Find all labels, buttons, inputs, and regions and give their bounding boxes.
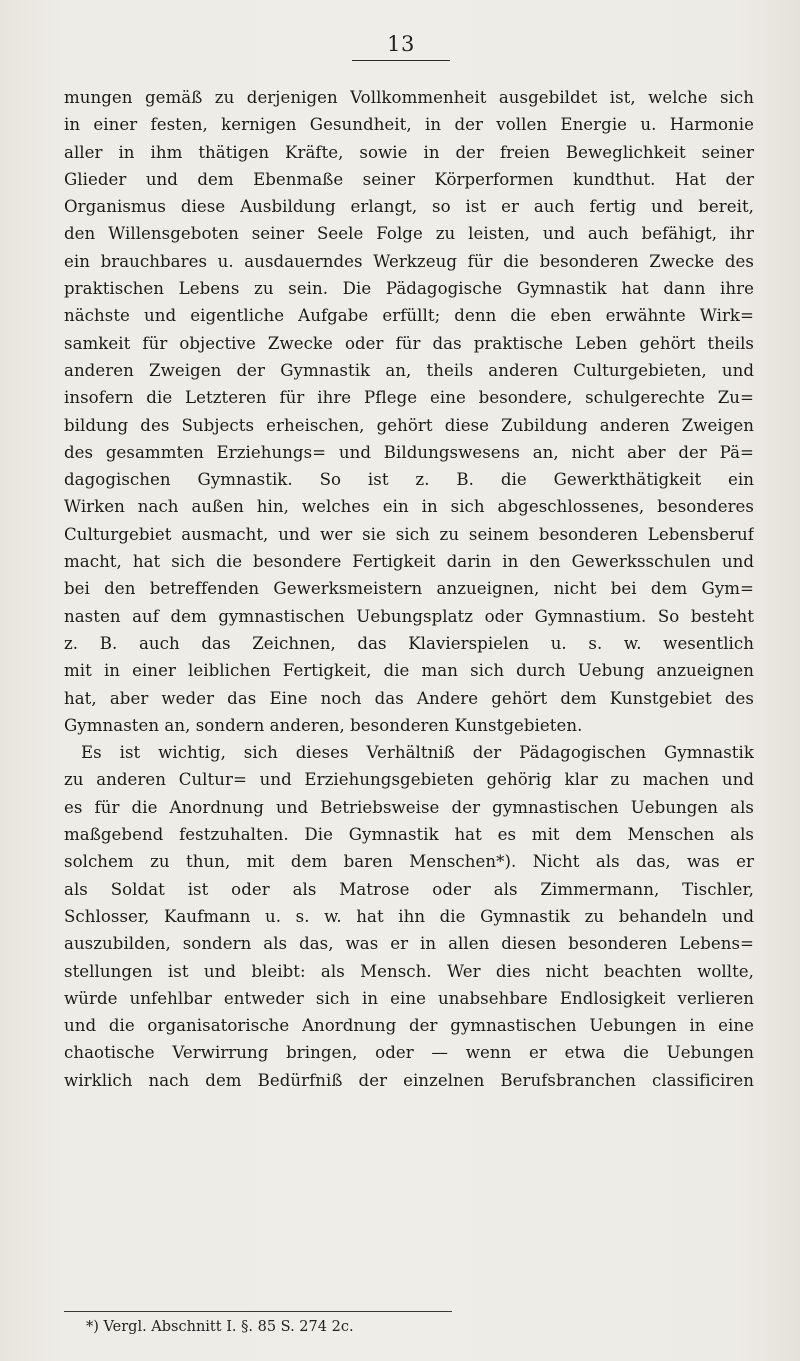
header-rule	[352, 60, 450, 61]
page-number: 13	[387, 32, 415, 56]
text-line: mungen gemäß zu derjenigen Vollkommenheit ausgebildet ist, welche sich	[64, 88, 754, 107]
text-line: wirklich nach dem Bedürfniß der einzelnen Berufsbranchen classificiren	[64, 1070, 754, 1090]
footnote: *) Vergl. Abschnitt I. §. 85 S. 274 2c.	[86, 1319, 354, 1335]
text-line: macht, hat sich die besondere Fertigkeit darin in den Gewerksschulen und	[64, 552, 754, 572]
footnote-rule	[64, 1311, 452, 1312]
text-line: maßgebend festzuhalten. Die Gymnastik hat es mit dem Menschen als	[64, 825, 754, 845]
text-line: Culturgebiet ausmacht, und wer sie sich zu seinem besonderen Lebensberuf	[64, 524, 754, 544]
text-line: bildung des Subjects erheischen, gehört diese Zubildung anderen Zweigen	[64, 415, 754, 435]
text-line: z. B. auch das Zeichnen, das Klavierspielen u. s. w. wesentlich	[64, 633, 754, 653]
text-line: des gesammten Erziehungs= und Bildungswesens an, nicht aber der Pä=	[64, 442, 754, 462]
text-line: samkeit für objective Zwecke oder für das praktische Leben gehört theils	[64, 333, 754, 353]
text-line: dagogischen Gymnastik. So ist z. B. die Gewerkthätigkeit ein	[64, 470, 754, 490]
text-line: anderen Zweigen der Gymnastik an, theils anderen Culturgebieten, und	[64, 360, 754, 380]
text-line: zu anderen Cultur= und Erziehungsgebieten gehörig klar zu machen und	[64, 770, 754, 790]
text-line: insofern die Letzteren für ihre Pflege eine besondere, schulgerechte Zu=	[64, 388, 754, 408]
text-line: Organismus diese Ausbildung erlangt, so ist er auch fertig und bereit,	[64, 197, 754, 217]
text-line: den Willensgeboten seiner Seele Folge zu leisten, und auch befähigt, ihr	[64, 224, 754, 244]
text-line: solchem zu thun, mit dem baren Menschen*). Nicht als das, was er	[64, 852, 754, 872]
text-line: nächste und eigentliche Aufgabe erfüllt; denn die eben erwähnte Wirk=	[64, 306, 754, 326]
body-text	[64, 84, 754, 1094]
text-line: würde unfehlbar entweder sich in eine unabsehbare Endlosigkeit verlieren	[64, 988, 754, 1008]
text-line: mit in einer leiblichen Fertigkeit, die man sich durch Uebung anzueignen	[64, 661, 754, 681]
text-line: als Soldat ist oder als Matrose oder als Zimmermann, Tischler,	[64, 879, 754, 899]
text-line: bei den betreffenden Gewerksmeistern anzueignen, nicht bei dem Gym=	[64, 579, 754, 599]
text-line: Es ist wichtig, sich dieses Verhältniß der Pädagogischen Gymnastik	[81, 743, 754, 763]
text-line: ein brauchbares u. ausdauerndes Werkzeug für die besonderen Zwecke des	[64, 251, 754, 271]
text-line: es für die Anordnung und Betriebsweise der gymnastischen Uebungen als	[64, 797, 754, 817]
text-line: praktischen Lebens zu sein. Die Pädagogische Gymnastik hat dann ihre	[64, 279, 754, 299]
text-line: in einer festen, kernigen Gesundheit, in der vollen Energie u. Harmonie	[64, 115, 754, 135]
text-line: auszubilden, sondern als das, was er in allen diesen besonderen Lebens=	[64, 934, 754, 954]
text-line: aller in ihm thätigen Kräfte, sowie in der freien Beweglichkeit seiner	[64, 142, 754, 162]
text-line: hat, aber weder das Eine noch das Andere gehört dem Kunstgebiet des	[64, 688, 754, 708]
text-line: Gymnasten an, sondern anderen, besonderen Kunstgebieten.	[64, 715, 583, 735]
text-line: stellungen ist und bleibt: als Mensch. Wer dies nicht beachten wollte,	[64, 961, 754, 981]
text-line: und die organisatorische Anordnung der gymnastischen Uebungen in eine	[64, 1016, 754, 1036]
text-line: Wirken nach außen hin, welches ein in sich abgeschlossenes, besonderes	[64, 497, 754, 517]
text-line: chaotische Verwirrung bringen, oder — wenn er etwa die Uebungen	[64, 1043, 754, 1063]
text-line: Glieder und dem Ebenmaße seiner Körperformen kundthut. Hat der	[64, 169, 754, 189]
text-line: Schlosser, Kaufmann u. s. w. hat ihn die Gymnastik zu behandeln und	[64, 906, 754, 926]
text-line: nasten auf dem gymnastischen Uebungsplatz oder Gymnastium. So besteht	[64, 606, 754, 626]
